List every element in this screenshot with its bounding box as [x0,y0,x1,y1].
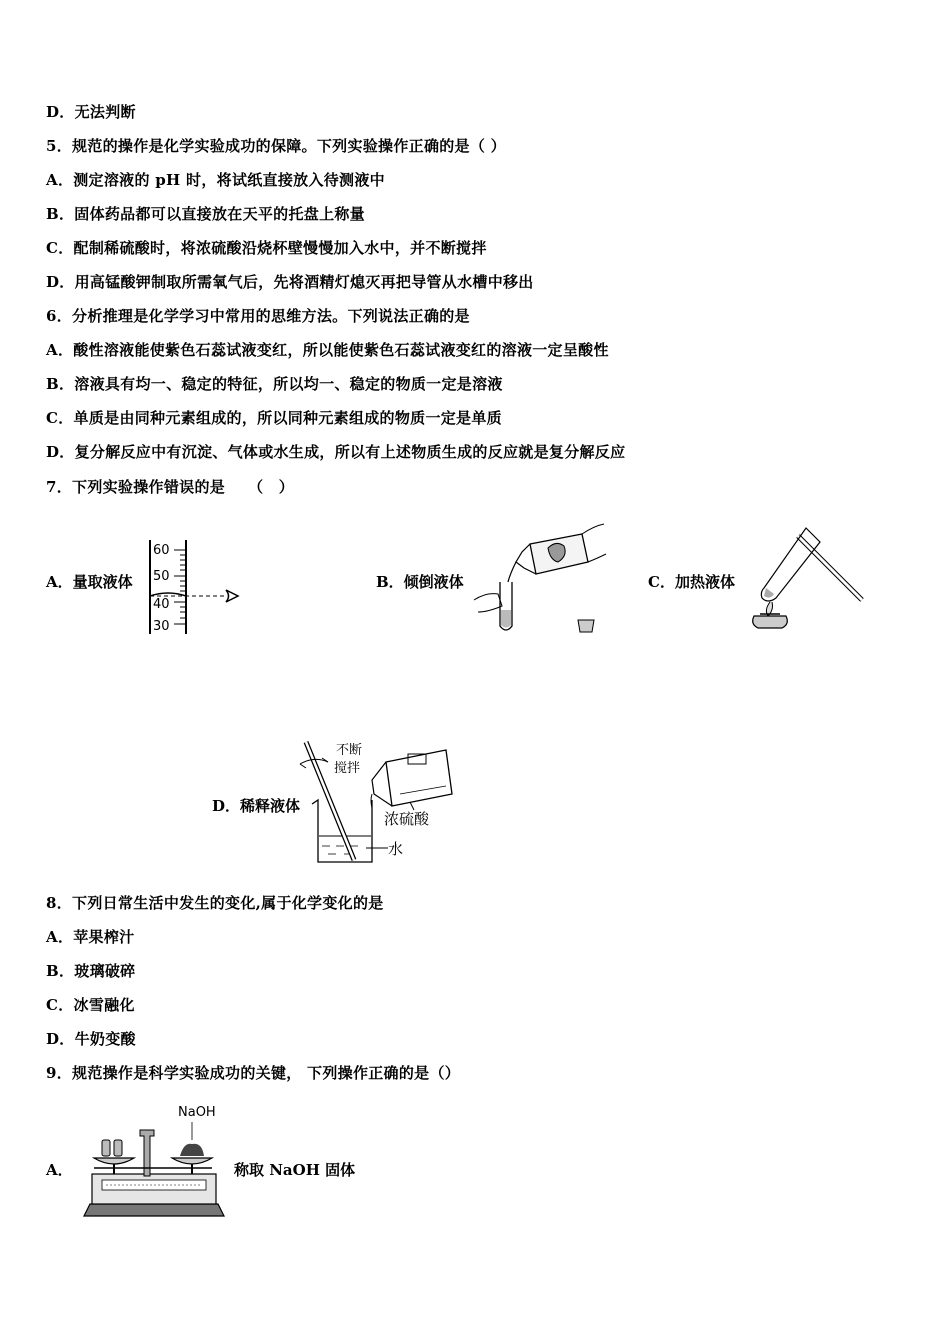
acid-label: 浓硫酸 [384,810,430,828]
q6-stem: 6．分析推理是化学学习中常用的思维方法。下列说法正确的是 [46,307,470,325]
q5-option-b: B．固体药品都可以直接放在天平的托盘上称量 [46,205,365,223]
q8-option-c: C．冰雪融化 [46,996,135,1014]
q9-stem: 9．规范操作是科学实验成功的关键， 下列操作正确的是（） [46,1064,461,1082]
q4-option-d: D．无法判断 [46,103,136,121]
tick-label-40: 40 [153,597,170,612]
pouring-liquid-figure [470,518,610,638]
stir-label-2: 搅拌 [334,761,361,776]
q6-option-a: A．酸性溶液能使紫色石蕊试液变红，所以能使紫色石蕊试液变红的溶液一定呈酸性 [46,341,609,359]
q6-option-b: B．溶液具有均一、稳定的特征，所以均一、稳定的物质一定是溶液 [46,375,503,393]
balance-figure [80,1100,230,1220]
q8-option-a: A．苹果榨汁 [46,928,135,946]
q7-stem: 7．下列实验操作错误的是 （ ） [46,478,295,496]
q7-option-a-label: A．量取液体 [46,573,133,591]
q5-option-a: A．测定溶液的 pH 时，将试纸直接放入待测液中 [46,171,385,189]
balance-naoh-label: NaOH [178,1105,216,1120]
water-label: 水 [388,840,404,858]
graduated-cylinder-figure [134,538,244,638]
q6-option-d: D．复分解反应中有沉淀、气体或水生成，所以有上述物质生成的反应就是复分解反应 [46,443,626,461]
q5-option-d: D．用高锰酸钾制取所需氧气后，先将酒精灯熄灭再把导管从水槽中移出 [46,273,534,291]
q5-option-c: C．配制稀硫酸时，将浓硫酸沿烧杯壁慢慢加入水中，并不断搅拌 [46,239,487,257]
q5-stem: 5．规范的操作是化学实验成功的保障。下列实验操作正确的是（ ） [46,137,506,155]
q7-option-b-label: B．倾倒液体 [376,573,464,591]
q9-option-a-text: 称取 NaOH 固体 [234,1161,356,1179]
q8-option-d: D．牛奶变酸 [46,1030,136,1048]
dilute-acid-figure [300,738,460,868]
tick-label-50: 50 [153,569,170,584]
stir-label-1: 不断 [336,743,363,758]
q7-option-d-label: D．稀释液体 [212,797,301,815]
q8-option-b: B．玻璃破碎 [46,962,136,980]
q8-stem: 8．下列日常生活中发生的变化,属于化学变化的是 [46,894,384,912]
heating-liquid-figure [740,518,870,638]
q7-option-c-label: C．加热液体 [648,573,735,591]
tick-label-30: 30 [153,619,170,634]
q6-option-c: C．单质是由同种元素组成的，所以同种元素组成的物质一定是单质 [46,409,502,427]
q9-option-a-letter: A． [46,1161,73,1179]
tick-label-60: 60 [153,543,170,558]
